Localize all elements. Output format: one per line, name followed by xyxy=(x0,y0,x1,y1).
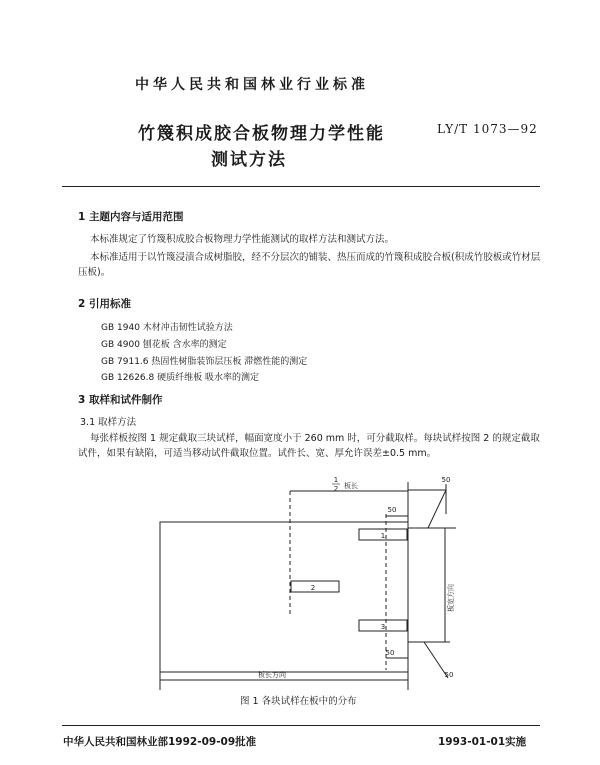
dim-50-right-bottom: 50 xyxy=(444,671,454,679)
half-label-numerator: 1 xyxy=(333,476,339,484)
board-outline xyxy=(160,522,408,672)
dim-50-right-top: 50 xyxy=(441,476,451,484)
reference-item: GB 12626.8 硬质纤维板 吸水率的测定 xyxy=(101,373,259,383)
dim-50-top: 50 xyxy=(387,506,397,514)
section3-heading: 3 取样和试件制作 xyxy=(78,394,163,406)
document-title-line2: 测试方法 xyxy=(211,150,287,170)
section3-1-heading: 3.1 取样方法 xyxy=(80,417,137,428)
dim-50-bottom: 50 xyxy=(385,649,395,657)
sample-2-label: 2 xyxy=(310,584,316,592)
reference-item: GB 7911.6 热固性树脂装饰层压板 滞燃性能的测定 xyxy=(101,357,308,367)
header-divider xyxy=(62,186,540,187)
figure-1-caption: 图 1 各块试样在板中的分布 xyxy=(240,696,357,707)
section2-heading: 2 引用标准 xyxy=(78,298,131,310)
standard-code: LY/T 1073—92 xyxy=(437,122,538,136)
board-length-direction-label: 板长方向 xyxy=(258,671,286,679)
sample-3-label: 3 xyxy=(380,623,386,631)
sample-1-label: 1 xyxy=(380,532,386,540)
reference-item: GB 1940 木材冲击韧性试验方法 xyxy=(101,323,233,333)
section1-para2: 本标准适用于以竹篾浸渍合成树脂胶，经不分层次的铺装、热压而成的竹篾积成胶合板(积成竹胶板或竹材层压板)。 xyxy=(78,252,541,278)
section1-heading: 1 主题内容与适用范围 xyxy=(78,211,184,223)
approval-statement: 中华人民共和国林业部1992-09-09批准 xyxy=(63,736,257,748)
document-title-line1: 竹篾积成胶合板物理力学性能 xyxy=(138,124,385,144)
half-label-denominator: 2 xyxy=(333,485,339,493)
half-label-text: 板长 xyxy=(344,482,358,490)
reference-item: GB 4900 刨花板 含水率的测定 xyxy=(101,340,227,350)
footer-divider xyxy=(62,725,540,726)
upper-leader-line xyxy=(428,490,446,528)
section3-1-para: 每张样板按图 1 规定截取三块试样，幅面宽度小于 260 mm 时，可分截取样。每块试样按图 2 的规定截取试件，如果有缺陷，可适当移动试件截取位置。试件长、宽、厚允许误差±0.5 mm。 xyxy=(78,433,540,459)
figure-1-diagram xyxy=(150,470,470,690)
implementation-date: 1993-01-01实施 xyxy=(438,736,527,748)
standard-type-heading: 中华人民共和国林业行业标准 xyxy=(135,77,369,93)
section1-para1: 本标准规定了竹篾积成胶合板物理力学性能测试的取样方法和测试方法。 xyxy=(90,234,395,245)
board-width-direction-label: 板宽方向 xyxy=(447,584,455,612)
